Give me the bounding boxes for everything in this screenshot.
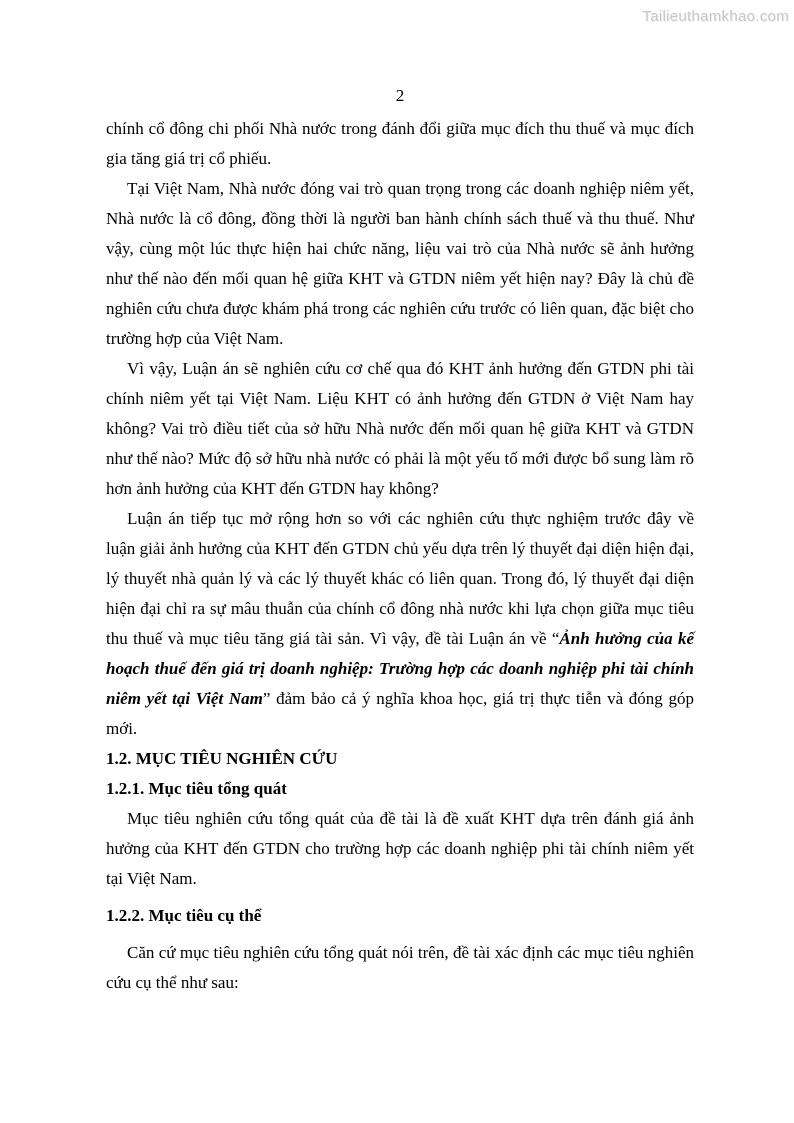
paragraph — [106, 174, 694, 354]
paragraph — [106, 504, 694, 744]
page-number: 2 — [395, 86, 405, 105]
thesis-title-emphasis: Ảnh hưởng của kế hoạch thuế đến giá trị doanh nghiệp: Trường hợp các doanh nghiệp phi tài chính niêm yết tại Việt Nam — [106, 629, 694, 708]
text-run: Căn cứ mục tiêu nghiên cứu tổng quát nói trên, đề tài xác định các mục tiêu nghiên cứu cụ thể như sau: — [106, 943, 694, 992]
text-run: Mục tiêu nghiên cứu tổng quát của đề tài là đề xuất KHT dựa trên đánh giá ảnh hưởng của KHT đến GTDN cho trường hợp các doanh nghiệp phi tài chính niêm yết tại Việt Nam. — [106, 809, 694, 888]
text-run: ” đảm bảo cả ý nghĩa khoa học, giá trị thực tiễn và đóng góp mới. — [106, 689, 694, 738]
section-heading: 1.2.1. Mục tiêu tổng quát — [106, 779, 287, 798]
text-run: Luận án tiếp tục mở rộng hơn so với các nghiên cứu thực nghiệm trước đây về luận giải ảnh hưởng của KHT đến GTDN chủ yếu dựa trên lý thuyết đại diện hiện đại, lý thuyết nhà quản lý và các lý thuyết khác có liên quan. Trong đó, lý thuyết đại diện hiện đại chỉ ra sự mâu thuẫn của chính cổ đông nhà nước khi lựa chọn giữa mục tiêu thu thuế và mục tiêu tăng giá tài sản. Vì vậy, đề tài Luận án về “ — [106, 509, 694, 648]
watermark-text: Tailieuthamkhao.com — [642, 8, 789, 25]
paragraph — [106, 114, 694, 174]
paragraph — [106, 804, 694, 894]
text-run: Vì vậy, Luận án sẽ nghiên cứu cơ chế qua đó KHT ảnh hưởng đến GTDN phi tài chính niêm yết tại Việt Nam. Liệu KHT có ảnh hưởng đến GTDN ở Việt Nam hay không? Vai trò điều tiết của sở hữu Nhà nước đến mối quan hệ giữa KHT và GTDN như thế nào? Mức độ sở hữu nhà nước có phải là một yếu tố mới được bổ sung làm rõ hơn ảnh hưởng của KHT đến GTDN hay không? — [106, 359, 694, 498]
paragraph — [106, 938, 694, 998]
section-heading: 1.2.2. Mục tiêu cụ thể — [106, 906, 262, 925]
text-run: chính cổ đông chi phối Nhà nước trong đánh đổi giữa mục đích thu thuế và mục đích gia tăng giá trị cổ phiếu. — [106, 119, 694, 168]
text-run: Tại Việt Nam, Nhà nước đóng vai trò quan trọng trong các doanh nghiệp niêm yết, Nhà nước là cổ đông, đồng thời là người ban hành chính sách thuế và thu thuế. Như vậy, cùng một lúc thực hiện hai chức năng, liệu vai trò của Nhà nước sẽ ảnh hưởng như thế nào đến mối quan hệ giữa KHT và GTDN niêm yết hiện nay? Đây là chủ đề nghiên cứu chưa được khám phá trong các nghiên cứu trước có liên quan, đặc biệt cho trường hợp của Việt Nam. — [106, 179, 694, 348]
document-body — [106, 114, 694, 998]
paragraph — [106, 354, 694, 504]
section-heading: 1.2. MỤC TIÊU NGHIÊN CỨU — [106, 749, 338, 768]
